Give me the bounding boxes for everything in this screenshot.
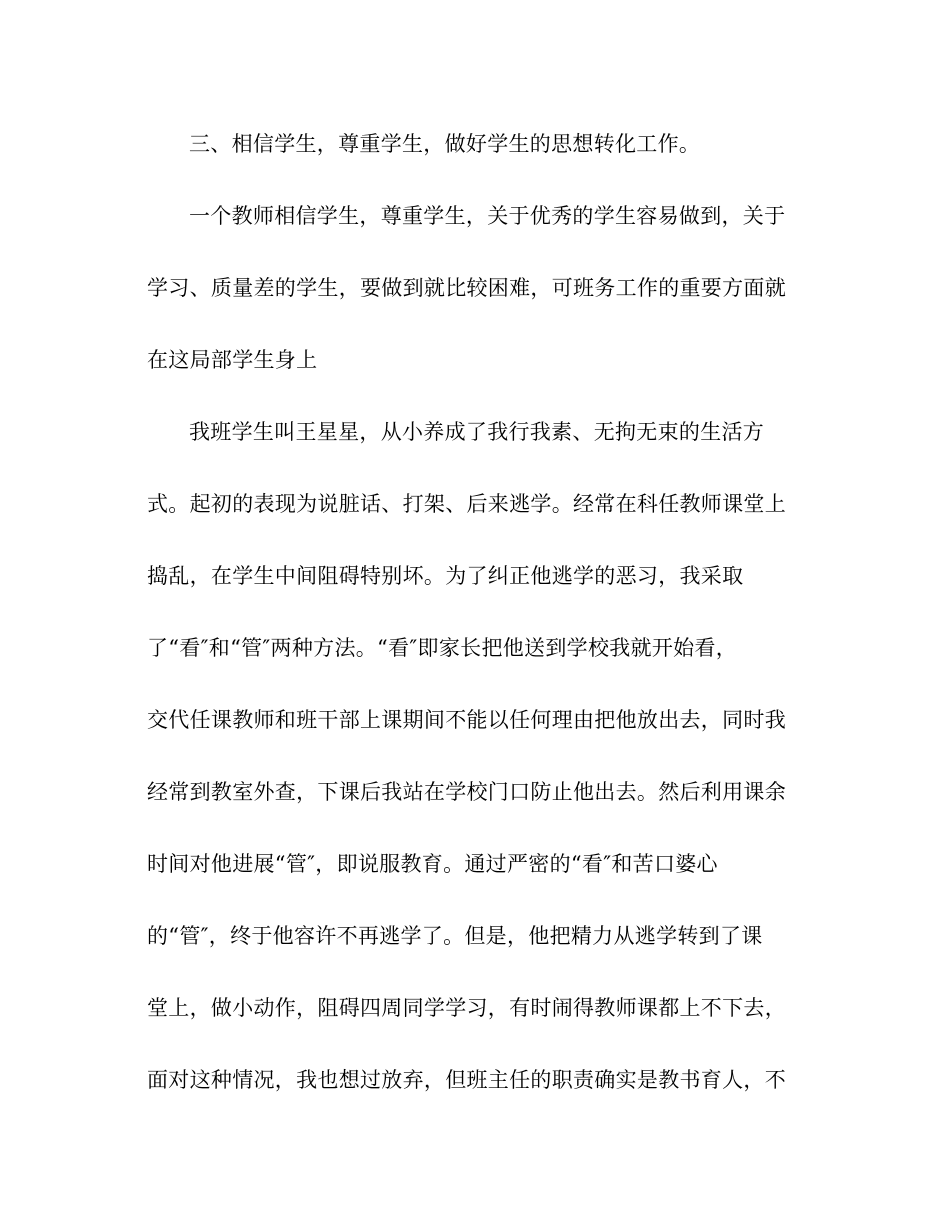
paragraph-line: 式。起初的表现为说脏话、打架、后来逃学。经常在科任教师课堂上	[147, 492, 786, 516]
paragraph-line: 经常到教室外查，下课后我站在学校门口防止他出去。然后利用课余	[147, 780, 786, 804]
paragraph-line: 面对这种情况，我也想过放弃，但班主任的职责确实是教书育人，不	[147, 1068, 786, 1092]
section-heading: 三、相信学生，尊重学生，做好学生的思想转化工作。	[189, 132, 701, 156]
paragraph-line: 我班学生叫王星星，从小养成了我行我素、无拘无束的生活方	[189, 420, 765, 444]
paragraph-line: 了“看″和“管″两种方法。“看″即家长把他送到学校我就开始看，	[147, 636, 738, 660]
paragraph-line: 捣乱，在学生中间阻碍特别坏。为了纠正他逃学的恶习，我采取	[147, 564, 744, 588]
paragraph-line: 堂上，做小动作，阻碍四周同学学习，有时闹得教师课都上不下去，	[147, 996, 786, 1020]
paragraph-line: 的“管″，终于他容许不再逃学了。但是，他把精力从逃学转到了课	[147, 924, 763, 948]
paragraph-line: 在这局部学生身上	[147, 348, 318, 372]
paragraph-line: 交代任课教师和班干部上课期间不能以任何理由把他放出去，同时我	[147, 708, 786, 732]
paragraph-line: 时间对他进展“管″，即说服教育。通过严密的“看″和苦口婆心	[147, 852, 718, 876]
paragraph-line: 学习、质量差的学生，要做到就比较困难，可班务工作的重要方面就	[147, 276, 786, 300]
paragraph-line: 一个教师相信学生，尊重学生，关于优秀的学生容易做到，关于	[189, 204, 786, 228]
